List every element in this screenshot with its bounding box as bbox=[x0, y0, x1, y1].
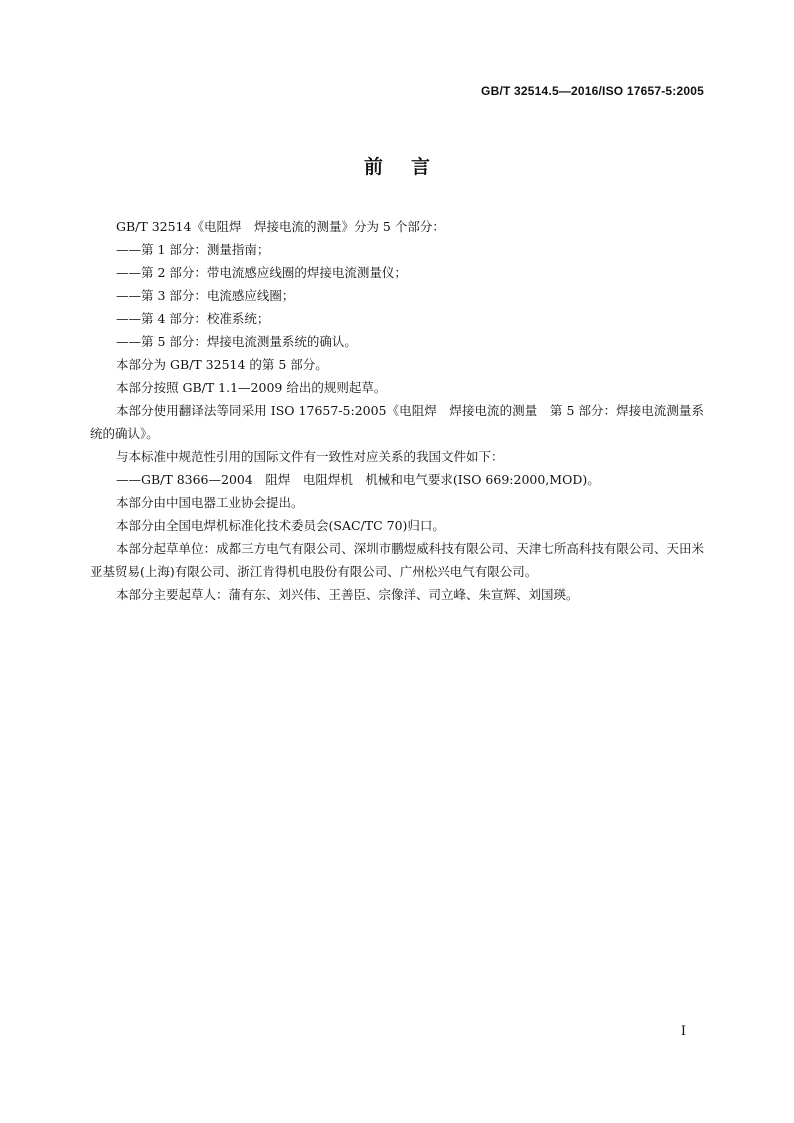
paragraph-drafting-rules: 本部分按照 GB/T 1.1—2009 给出的规则起草。 bbox=[116, 380, 387, 395]
list-item-part-5: ——第 5 部分：焊接电流测量系统的确认。 bbox=[116, 334, 357, 349]
paragraph-translation-method: 本部分使用翻译法等同采用 ISO 17657-5:2005《电阻焊 焊接电流的测量 第 5 部分：焊接电流测量系统的确认》。 bbox=[90, 403, 704, 441]
page-title: 前言 bbox=[363, 156, 458, 178]
paragraph-proposed-by: 本部分由中国电器工业协会提出。 bbox=[116, 495, 304, 510]
paragraph-correspondence-intro: 与本标准中规范性引用的国际文件有一致性对应关系的我国文件如下： bbox=[116, 449, 504, 464]
standard-number-header: GB/T 32514.5—2016/ISO 17657-5:2005 bbox=[481, 84, 704, 98]
paragraph-drafting-units: 本部分起草单位：成都三方电气有限公司、深圳市鹏煜威科技有限公司、天津七所高科技有限公司、天田米亚基贸易(上海)有限公司、浙江肯得机电股份有限公司、广州松兴电气有限公司。 bbox=[90, 541, 704, 579]
list-item-part-3: ——第 3 部分：电流感应线圈； bbox=[116, 288, 295, 303]
paragraph-part-statement: 本部分为 GB/T 32514 的第 5 部分。 bbox=[116, 357, 328, 372]
foreword-body bbox=[90, 215, 704, 606]
list-item-gbt-8366: ——GB/T 8366—2004 阻焊 电阻焊机 机械和电气要求(ISO 669:2000,MOD)。 bbox=[116, 472, 600, 487]
page-number: I bbox=[680, 1024, 686, 1039]
paragraph-drafters: 本部分主要起草人：蒲有东、刘兴伟、王善臣、宗像洋、司立峰、朱宣辉、刘国瑛。 bbox=[116, 587, 579, 602]
list-item-part-4: ——第 4 部分：校准系统； bbox=[116, 311, 270, 326]
list-item-part-1: ——第 1 部分：测量指南； bbox=[116, 242, 270, 257]
paragraph-technical-committee: 本部分由全国电焊机标准化技术委员会(SAC/TC 70)归口。 bbox=[116, 518, 445, 533]
list-item-part-2: ——第 2 部分：带电流感应线圈的焊接电流测量仪； bbox=[116, 265, 407, 280]
paragraph-parts-overview: GB/T 32514《电阻焊 焊接电流的测量》分为 5 个部分： bbox=[116, 219, 445, 234]
